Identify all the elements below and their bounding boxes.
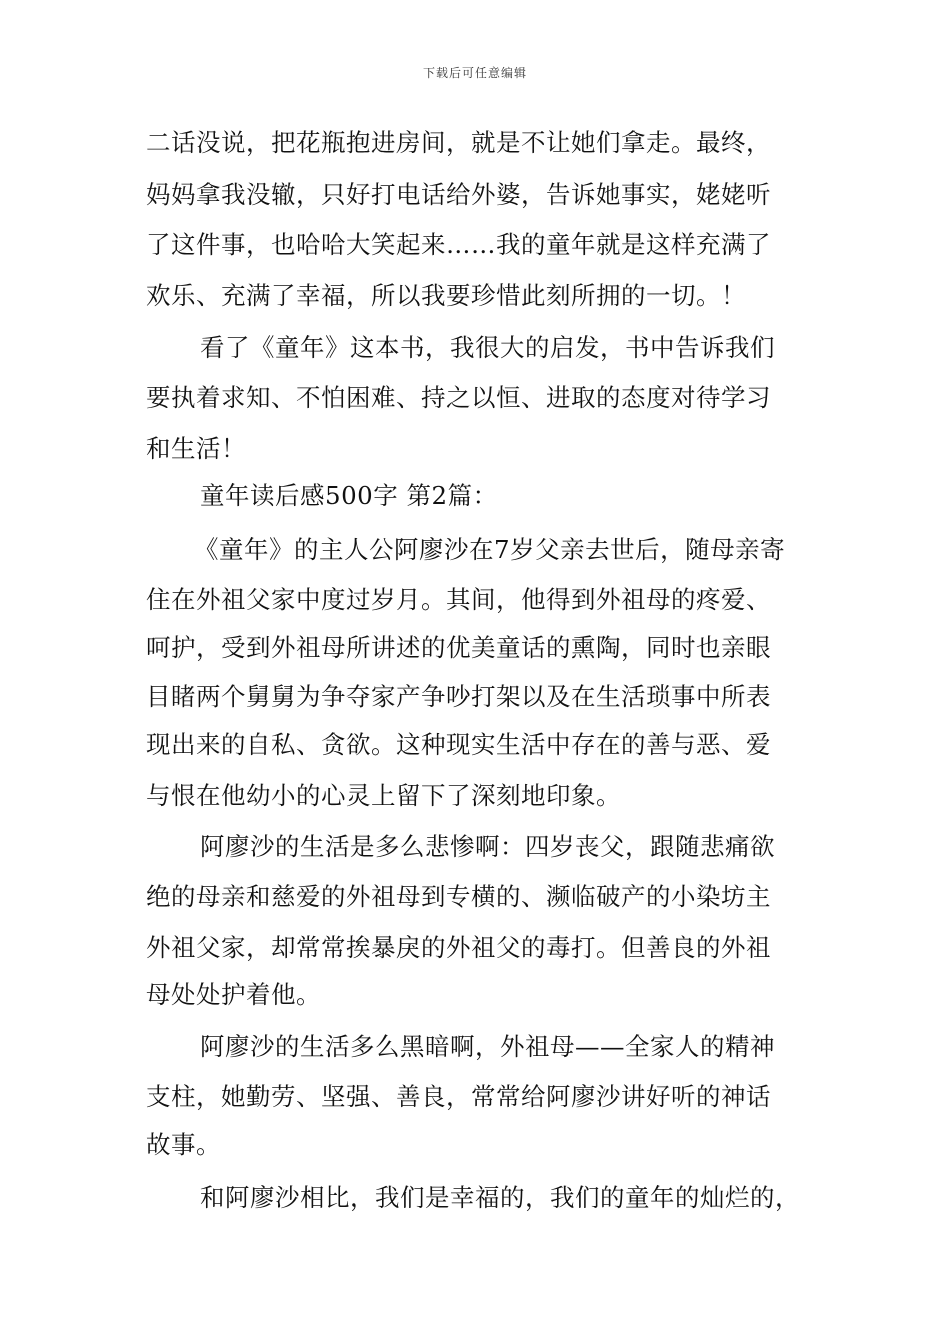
text-line: 支柱，她勤劳、坚强、善良，常常给阿廖沙讲好听的神话: [146, 1082, 771, 1111]
text-line: 了这件事，也哈哈大笑起来……我的童年就是这样充满了: [146, 230, 771, 259]
paragraph-first-line: 看了《童年》这本书，我很大的启发，书中告诉我们: [200, 333, 775, 362]
text-line: 妈妈拿我没辙，只好打电话给外婆，告诉她事实，姥姥听: [146, 180, 771, 209]
text-line: 欢乐、充满了幸福，所以我要珍惜此刻所拥的一切。！: [146, 281, 746, 310]
text-line: 和生活！: [146, 434, 246, 463]
paragraph-first-line: 和阿廖沙相比，我们是幸福的，我们的童年的灿烂的，: [200, 1183, 800, 1212]
text-line: 现出来的自私、贪欲。这种现实生活中存在的善与恶、爱: [146, 730, 771, 759]
text-line: 呵护，受到外祖母所讲述的优美童话的熏陶，同时也亲眼: [146, 633, 771, 662]
paragraph-first-line: 《童年》的主人公阿廖沙在7岁父亲去世后，随母亲寄: [194, 535, 786, 564]
page-header: 下载后可任意编辑: [422, 66, 527, 80]
text-line: 与恨在他幼小的心灵上留下了深刻地印象。: [146, 781, 621, 810]
text-line: 故事。: [146, 1130, 221, 1159]
text-line: 绝的母亲和慈爱的外祖母到专横的、濒临破产的小染坊主: [146, 882, 771, 911]
paragraph-first-line: 阿廖沙的生活多么黑暗啊，外祖母——全家人的精神: [200, 1032, 775, 1061]
text-line: 二话没说，把花瓶抱进房间，就是不让她们拿走。最终，: [146, 128, 771, 157]
text-line: 外祖父家，却常常挨暴戾的外祖父的毒打。但善良的外祖: [146, 933, 771, 962]
text-line: 住在外祖父家中度过岁月。其间，他得到外祖母的疼爱、: [146, 585, 771, 614]
text-line: 要执着求知、不怕困难、持之以恒、进取的态度对待学习: [146, 383, 771, 412]
section-heading: 童年读后感500字 第2篇：: [200, 481, 498, 510]
text-line: 母处处护着他。: [146, 980, 321, 1009]
paragraph-first-line: 阿廖沙的生活是多么悲惨啊：四岁丧父，跟随悲痛欲: [200, 832, 775, 861]
text-line: 目睹两个舅舅为争夺家产争吵打架以及在生活琐事中所表: [146, 682, 771, 711]
